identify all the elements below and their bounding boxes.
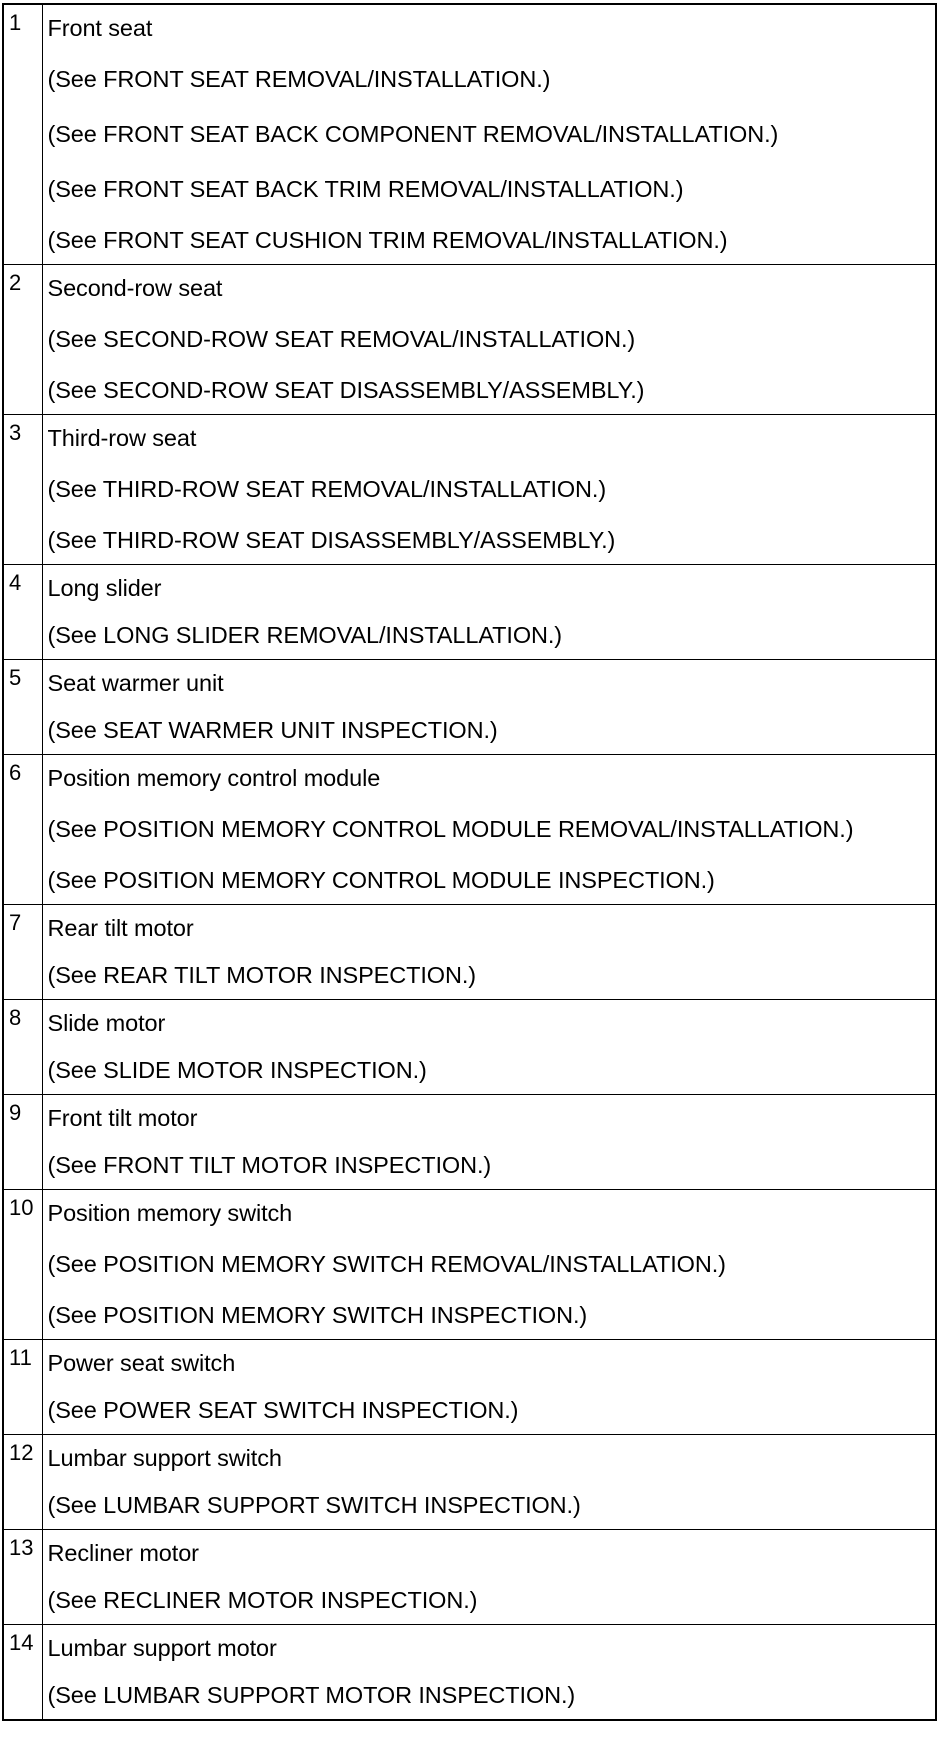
part-number: 11 [3,1340,42,1435]
part-number: 14 [3,1625,42,1721]
part-reference: (See RECLINER MOTOR INSPECTION.) [47,1587,478,1613]
part-reference: (See POSITION MEMORY SWITCH INSPECTION.) [47,1302,588,1328]
part-name: Rear tilt motor [47,915,194,941]
part-name: Position memory switch [47,1200,293,1226]
part-description-cell [42,265,936,415]
part-reference: (See THIRD-ROW SEAT DISASSEMBLY/ASSEMBLY.) [47,527,616,553]
part-name: Seat warmer unit [47,670,224,696]
part-description-cell [42,4,936,265]
table-row [3,755,936,905]
part-number: 3 [3,415,42,565]
part-reference: (See POSITION MEMORY CONTROL MODULE REMOVAL/INSTALLATION.) [47,816,854,842]
parts-table [2,3,937,1721]
part-number: 5 [3,660,42,755]
part-reference: (See FRONT SEAT CUSHION TRIM REMOVAL/INSTALLATION.) [47,227,728,253]
part-description-cell [42,565,936,660]
part-reference: (See LONG SLIDER REMOVAL/INSTALLATION.) [47,622,563,648]
part-description-cell [42,660,936,755]
part-name: Position memory control module [47,765,381,791]
part-name: Power seat switch [47,1350,236,1376]
table-row [3,1435,936,1530]
part-number: 12 [3,1435,42,1530]
table-row [3,660,936,755]
part-number: 2 [3,265,42,415]
part-reference: (See POSITION MEMORY CONTROL MODULE INSPECTION.) [47,867,715,893]
part-number: 1 [3,4,42,265]
parts-table-container [2,3,937,1758]
part-reference: (See SECOND-ROW SEAT REMOVAL/INSTALLATION.) [47,326,636,352]
part-description-cell [42,415,936,565]
part-description-cell [42,1095,936,1190]
table-row [3,905,936,1000]
part-name: Recliner motor [47,1540,199,1566]
part-reference: (See THIRD-ROW SEAT REMOVAL/INSTALLATION.) [47,476,607,502]
part-number: 4 [3,565,42,660]
part-reference: (See FRONT SEAT BACK TRIM REMOVAL/INSTALLATION.) [47,176,684,202]
part-name: Lumbar support switch [47,1445,282,1471]
part-name: Lumbar support motor [47,1635,277,1661]
part-reference: (See FRONT SEAT BACK COMPONENT REMOVAL/INSTALLATION.) [47,121,779,147]
part-description-cell [42,1340,936,1435]
table-row [3,265,936,415]
part-name: Third-row seat [47,425,197,451]
table-row [3,4,936,265]
part-reference: (See SECOND-ROW SEAT DISASSEMBLY/ASSEMBLY.) [47,377,645,403]
part-description-cell [42,905,936,1000]
part-name: Second-row seat [47,275,223,301]
table-row [3,415,936,565]
part-description-cell [42,1435,936,1530]
part-reference: (See SLIDE MOTOR INSPECTION.) [47,1057,427,1083]
part-reference: (See POSITION MEMORY SWITCH REMOVAL/INSTALLATION.) [47,1251,726,1277]
part-description-cell [42,755,936,905]
part-description-cell [42,1625,936,1721]
part-description-cell [42,1530,936,1625]
parts-table-body [3,4,936,1720]
table-row [3,1095,936,1190]
part-number: 6 [3,755,42,905]
part-number: 8 [3,1000,42,1095]
table-row [3,565,936,660]
part-reference: (See REAR TILT MOTOR INSPECTION.) [47,962,476,988]
part-reference: (See FRONT SEAT REMOVAL/INSTALLATION.) [47,66,551,92]
table-row [3,1625,936,1721]
table-row [3,1190,936,1340]
part-reference: (See FRONT TILT MOTOR INSPECTION.) [47,1152,492,1178]
part-reference: (See POWER SEAT SWITCH INSPECTION.) [47,1397,519,1423]
table-row [3,1340,936,1435]
part-reference: (See LUMBAR SUPPORT MOTOR INSPECTION.) [47,1682,576,1708]
part-description-cell [42,1000,936,1095]
part-reference: (See SEAT WARMER UNIT INSPECTION.) [47,717,498,743]
table-row [3,1530,936,1625]
part-name: Slide motor [47,1010,166,1036]
part-name: Long slider [47,575,162,601]
part-description-cell [42,1190,936,1340]
part-number: 13 [3,1530,42,1625]
part-reference: (See LUMBAR SUPPORT SWITCH INSPECTION.) [47,1492,581,1518]
table-row [3,1000,936,1095]
part-number: 10 [3,1190,42,1340]
part-name: Front tilt motor [47,1105,198,1131]
part-number: 7 [3,905,42,1000]
part-number: 9 [3,1095,42,1190]
part-name: Front seat [47,15,153,41]
